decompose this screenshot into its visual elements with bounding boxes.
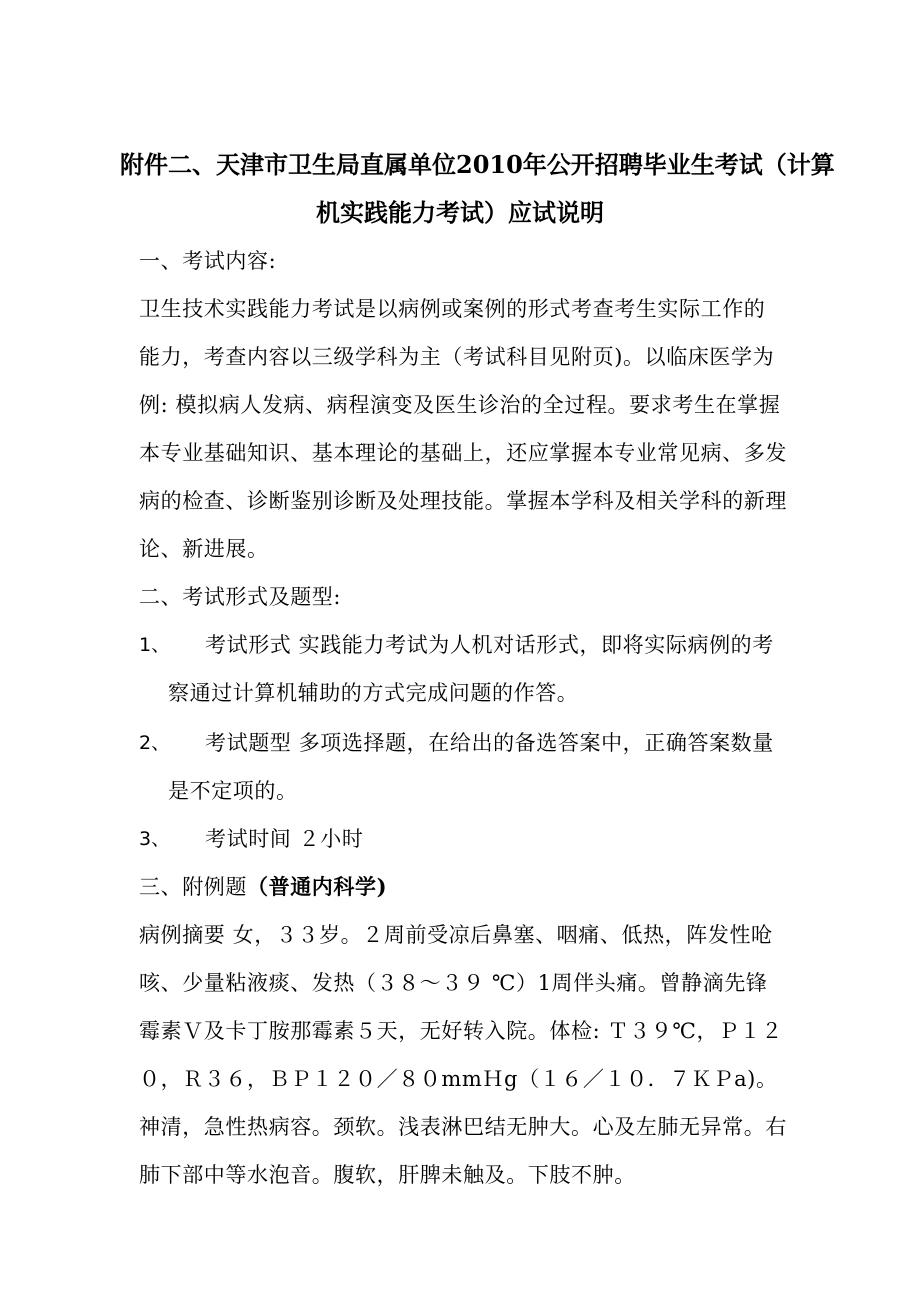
list-item-text: 考试形式 实践能力考试为人机对话形式，即将实际病例的考 — [205, 633, 774, 657]
section-1-heading: 一、考试内容: — [139, 249, 277, 273]
section-1-paragraph-line: 病的检查、诊断鉴别诊断及处理技能。掌握本学科及相关学科的新理 — [139, 489, 787, 513]
section-3-heading-prefix: 三、附例题 — [139, 875, 247, 899]
case-summary-line: 肺下部中等水泡音。腹软，肝脾未触及。下肢不肿。 — [139, 1163, 636, 1187]
list-item-number: 3、 — [139, 828, 171, 850]
document-title-line-1: 附件二、天津市卫生局直属单位2010年公开招聘毕业生考试（计算 — [120, 150, 835, 179]
section-1-paragraph-line: 卫生技术实践能力考试是以病例或案例的形式考查考生实际工作的 — [139, 297, 766, 321]
section-1-paragraph-line: 本专业基础知识、基本理论的基础上，还应掌握本专业常见病、多发 — [139, 441, 787, 465]
list-item-text: 考试题型 多项选择题，在给出的备选答案中，正确答案数量 — [205, 731, 774, 755]
list-item-number: 1、 — [139, 634, 171, 656]
list-item-continuation: 察通过计算机辅助的方式完成问题的作答。 — [168, 681, 579, 705]
list-item-number: 2、 — [139, 732, 171, 754]
case-summary-line: 神清，急性热病容。颈软。浅表淋巴结无肿大。心及左肺无异常。右 — [139, 1115, 787, 1139]
list-item-text: 考试时间 ２小时 — [205, 827, 364, 851]
case-summary-line: 病例摘要 女，３３岁。２周前受凉后鼻塞、咽痛、低热，阵发性呛 — [139, 923, 773, 947]
section-2-heading: 二、考试形式及题型: — [139, 585, 342, 609]
section-1-paragraph-line: 能力，考查内容以三级学科为主（考试科目见附页)。以临床医学为 — [139, 345, 775, 369]
section-1-paragraph-line: 论、新进展。 — [139, 537, 269, 561]
section-3-heading — [139, 872, 789, 902]
section-3-heading-subject: （普通内科学) — [247, 874, 388, 899]
case-summary-line: 咳、少量粘液痰、发热（３８～３９ ℃）1周伴头痛。曾静滴先锋 — [139, 971, 768, 995]
document-title-line-2: 机实践能力考试）应试说明 — [316, 198, 604, 227]
section-1-paragraph-line: 例: 模拟病人发病、病程演变及医生诊治的全过程。要求考生在掌握 — [139, 393, 781, 417]
case-summary-line: 霉素Ｖ及卡丁胺那霉素５天，无好转入院。体检: Ｔ３９℃，Ｐ１２ — [139, 1019, 783, 1043]
case-summary-line: ０，Ｒ３６，ＢＰ１２０／８０mmＨg（１６／１０．７ＫＰa)。 — [139, 1067, 778, 1091]
list-item-continuation: 是不定项的。 — [168, 779, 298, 803]
